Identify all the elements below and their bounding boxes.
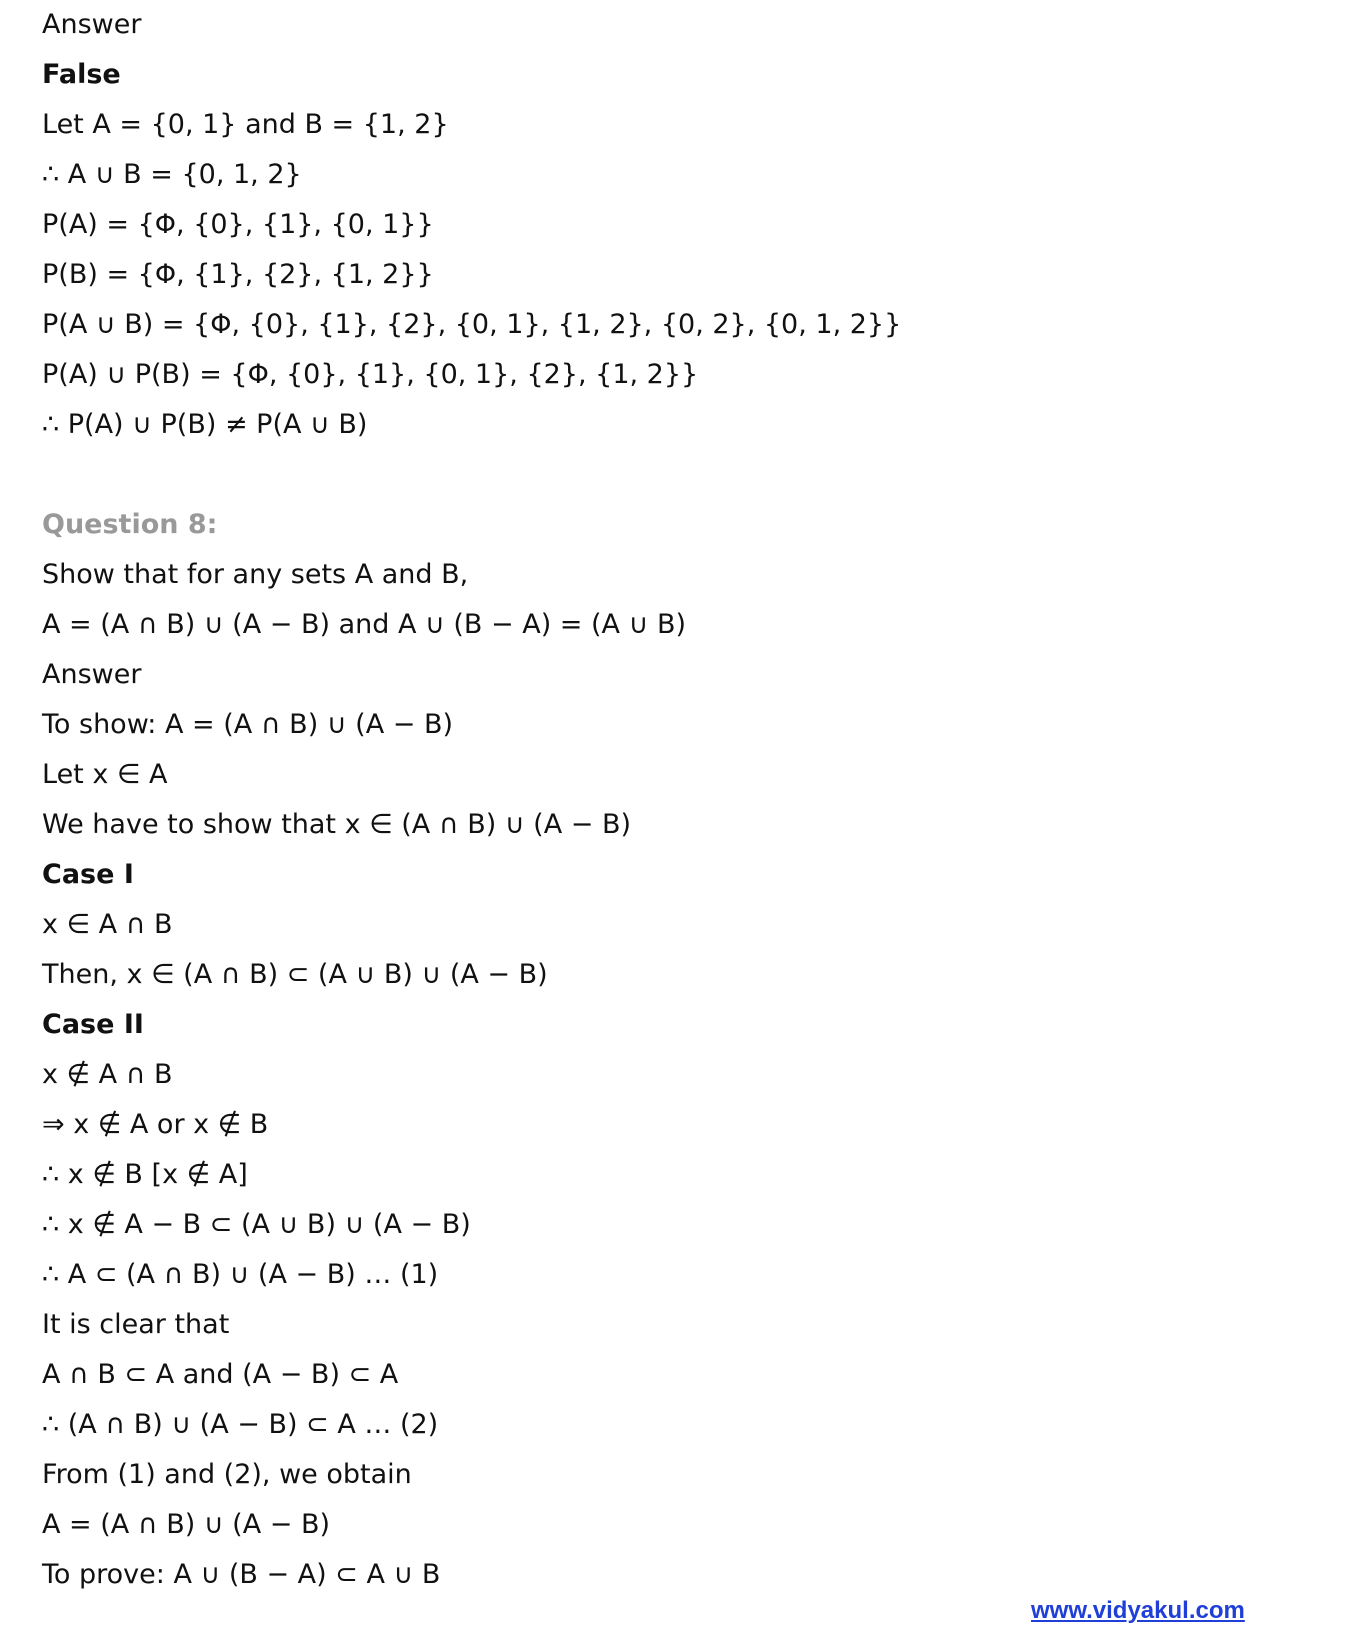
case-2-line-1: x ∉ A ∩ B <box>42 1059 173 1090</box>
case-1-line-1: x ∈ A ∩ B <box>42 909 173 940</box>
case-2-line-11: To prove: A ∪ (B − A) ⊂ A ∪ B <box>42 1559 441 1590</box>
question-answer-label: Answer <box>42 659 142 690</box>
case-2-line-8: ∴ (A ∩ B) ∪ (A − B) ⊂ A … (2) <box>42 1409 439 1440</box>
answer-line-7: ∴ P(A) ∪ P(B) ≠ P(A ∪ B) <box>42 409 368 440</box>
case-2-line-3: ∴ x ∉ B [x ∉ A] <box>42 1159 248 1190</box>
answer-verdict: False <box>42 59 121 90</box>
we-have-line: We have to show that x ∈ (A ∩ B) ∪ (A − B) <box>42 809 632 840</box>
case-2-heading: Case II <box>42 1009 144 1040</box>
case-2-line-4: ∴ x ∉ A − B ⊂ (A ∪ B) ∪ (A − B) <box>42 1209 471 1240</box>
case-2-line-6: It is clear that <box>42 1309 230 1340</box>
case-2-line-5: ∴ A ⊂ (A ∩ B) ∪ (A − B) … (1) <box>42 1259 439 1290</box>
case-1-heading: Case I <box>42 859 134 890</box>
vidyakul-site-link[interactable]: www.vidyakul.com <box>1031 1597 1245 1624</box>
answer-line-2: ∴ A ∪ B = {0, 1, 2} <box>42 159 302 190</box>
to-show-line: To show: A = (A ∩ B) ∪ (A − B) <box>42 709 454 740</box>
answer-line-5: P(A ∪ B) = {Φ, {0}, {1}, {2}, {0, 1}, {1, 2}, {0, 2}, {0, 1, 2}} <box>42 309 902 340</box>
case-1-line-2: Then, x ∈ (A ∩ B) ⊂ (A ∪ B) ∪ (A − B) <box>42 959 548 990</box>
answer-line-4: P(B) = {Φ, {1}, {2}, {1, 2}} <box>42 259 434 290</box>
question-prompt-1: Show that for any sets A and B, <box>42 559 469 590</box>
case-2-line-9: From (1) and (2), we obtain <box>42 1459 412 1490</box>
case-2-line-2: ⇒ x ∉ A or x ∉ B <box>42 1109 269 1140</box>
answer-line-6: P(A) ∪ P(B) = {Φ, {0}, {1}, {0, 1}, {2}, {1, 2}} <box>42 359 699 390</box>
question-prompt-2: A = (A ∩ B) ∪ (A − B) and A ∪ (B − A) = (A ∪ B) <box>42 609 687 640</box>
answer-label: Answer <box>42 9 142 40</box>
case-2-line-7: A ∩ B ⊂ A and (A − B) ⊂ A <box>42 1359 399 1390</box>
let-x-line: Let x ∈ A <box>42 759 168 790</box>
question-heading: Question 8: <box>42 509 218 540</box>
answer-line-3: P(A) = {Φ, {0}, {1}, {0, 1}} <box>42 209 434 240</box>
answer-line-1: Let A = {0, 1} and B = {1, 2} <box>42 109 449 140</box>
case-2-line-10: A = (A ∩ B) ∪ (A − B) <box>42 1509 331 1540</box>
